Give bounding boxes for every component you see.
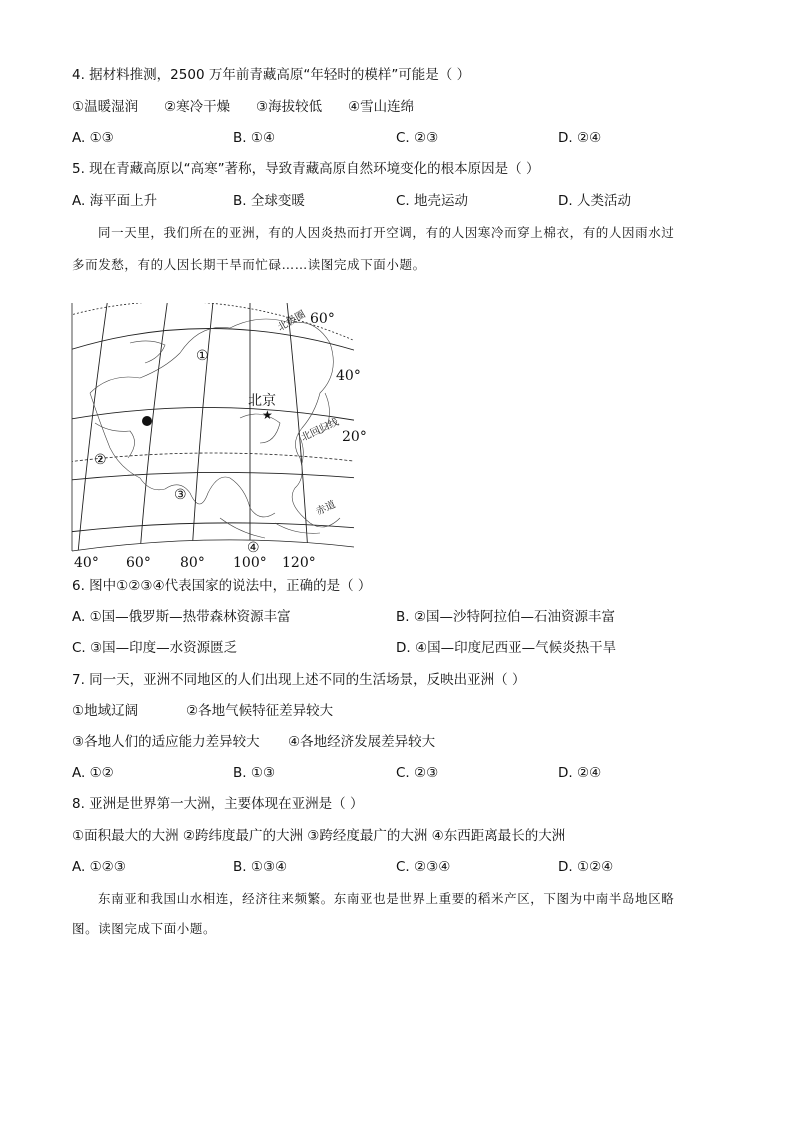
parallel-20 — [60, 472, 370, 481]
q4-option-b[interactable]: B. ①④ — [233, 130, 276, 146]
q5-option-c[interactable]: C. 地壳运动 — [396, 193, 469, 209]
q7-option-c[interactable]: C. ②③ — [396, 765, 439, 781]
q4-option-d[interactable]: D. ②④ — [558, 130, 602, 146]
q8-option-a[interactable]: A. ①②③ — [72, 859, 126, 875]
marker-4: ④ — [247, 540, 260, 556]
marker-2: ② — [94, 452, 107, 468]
lon-label-40: 40° — [74, 555, 99, 571]
passage-1-line-1: 同一天里，我们所在的亚洲，有的人因炎热而打开空调，有的人因寒冷而穿上棉衣，有的人因雨水过 — [98, 225, 675, 240]
q7-statement-4: ④各地经济发展差异较大 — [288, 734, 436, 750]
q6-option-c[interactable]: C. ③国—印度—水资源匮乏 — [72, 640, 238, 656]
q8-option-b[interactable]: B. ①③④ — [233, 859, 288, 875]
q6-option-b[interactable]: B. ②国—沙特阿拉伯—石油资源丰富 — [396, 609, 615, 625]
q8-option-d[interactable]: D. ①②④ — [558, 859, 614, 875]
equator-label: 赤道 — [314, 499, 338, 518]
equator-line — [60, 523, 370, 533]
q4-statement-2: ②寒冷干燥 — [164, 99, 231, 115]
marker-3: ③ — [174, 487, 187, 503]
meridian-40 — [78, 283, 110, 553]
q7-statement-3: ③各地人们的适应能力差异较大 — [72, 734, 260, 750]
lon-label-60: 60° — [126, 555, 151, 571]
lat-label-60: 60° — [310, 311, 335, 327]
q5-option-a[interactable]: A. 海平面上升 — [72, 193, 158, 209]
q8-option-c[interactable]: C. ②③④ — [396, 859, 451, 875]
arctic-circle-label: 北极圈 — [276, 309, 308, 334]
passage-1-line-2: 多而发愁，有的人因长期干旱而忙碌……读图完成下面小题。 — [72, 257, 426, 272]
asia-map — [70, 283, 367, 573]
q7-statement-1: ①地域辽阔 — [72, 703, 139, 719]
lon-label-120: 120° — [282, 555, 316, 571]
question-5-stem: 5. 现在青藏高原以“高寒”著称，导致青藏高原自然环境变化的根本原因是（ ） — [72, 161, 540, 177]
meridian-80 — [192, 283, 215, 553]
q7-option-a[interactable]: A. ①② — [72, 765, 114, 781]
q6-option-a[interactable]: A. ①国—俄罗斯—热带森林资源丰富 — [72, 609, 291, 625]
question-7-stem: 7. 同一天，亚洲不同地区的人们出现上述不同的生活场景，反映出亚洲（ ） — [72, 672, 526, 688]
parallel-60 — [60, 328, 370, 355]
passage-2-line-2: 图。读图完成下面小题。 — [72, 921, 217, 936]
question-6-stem: 6. 图中①②③④代表国家的说法中，正确的是（ ） — [72, 578, 372, 594]
lat-label-20: 20° — [342, 429, 367, 445]
q7-option-b[interactable]: B. ①③ — [233, 765, 276, 781]
marker-1: ① — [196, 348, 209, 364]
q4-option-a[interactable]: A. ①③ — [72, 130, 114, 146]
q4-statement-1: ①温暖湿润 — [72, 99, 139, 115]
q7-option-d[interactable]: D. ②④ — [558, 765, 602, 781]
q4-option-c[interactable]: C. ②③ — [396, 130, 439, 146]
beijing-label: 北京 — [248, 393, 276, 409]
q8-statements: ①面积最大的大洲 ②跨纬度最广的大洲 ③跨经度最广的大洲 ④东西距离最长的大洲 — [72, 828, 566, 844]
q6-option-d[interactable]: D. ④国—印度尼西亚—气候炎热干旱 — [396, 640, 617, 656]
q4-statement-4: ④雪山连绵 — [348, 99, 415, 115]
tropic-label: 北回归线 — [299, 416, 341, 444]
lon-label-80: 80° — [180, 555, 205, 571]
beijing-star-icon: ★ — [262, 408, 273, 422]
parallel-40 — [60, 407, 370, 423]
passage-2 — [72, 890, 724, 938]
lon-label-100: 100° — [233, 555, 267, 571]
lat-label-40: 40° — [336, 368, 361, 384]
q5-option-d[interactable]: D. 人类活动 — [558, 193, 631, 209]
question-8-stem: 8. 亚洲是世界第一大洲，主要体现在亚洲是（ ） — [72, 796, 364, 812]
q4-statement-3: ③海拔较低 — [256, 99, 323, 115]
q7-statement-2: ②各地气候特征差异较大 — [186, 703, 334, 719]
location-dot — [142, 416, 152, 426]
q5-option-b[interactable]: B. 全球变暖 — [233, 193, 305, 209]
passage-2-line-1: 东南亚和我国山水相连，经济往来频繁。东南亚也是世界上重要的稻米产区，下图为中南半岛地区略 — [98, 891, 675, 906]
passage-1 — [72, 224, 724, 274]
question-4-stem: 4. 据材料推测，2500 万年前青藏高原“年轻时的模样”可能是（ ） — [72, 67, 471, 83]
